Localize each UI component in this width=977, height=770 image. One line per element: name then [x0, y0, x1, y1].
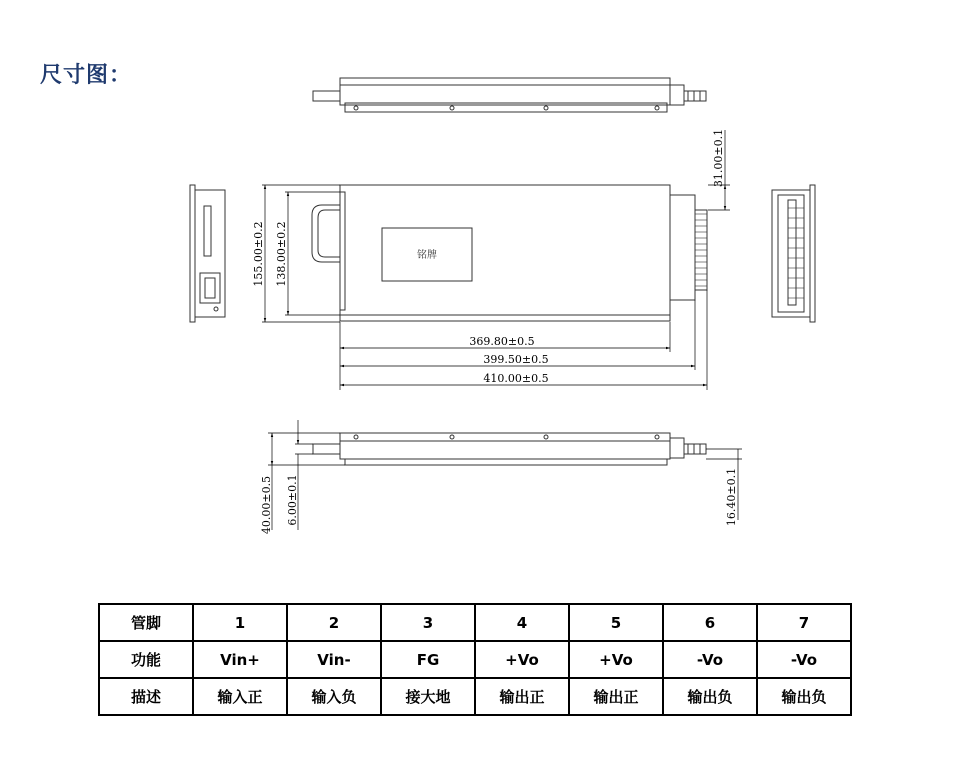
table-row: [99, 678, 851, 715]
table-row: [99, 604, 851, 641]
table-cell: 5: [569, 604, 663, 641]
table-cell: 3: [381, 604, 475, 641]
page-title: 尺寸图：: [40, 63, 133, 88]
table-cell: 管脚: [99, 604, 193, 641]
top-view: [313, 78, 706, 112]
bottom-view: [313, 433, 706, 465]
dim-16-4: 16.40±0.1: [725, 467, 738, 527]
table-cell: 7: [757, 604, 851, 641]
table-cell: 描述: [99, 678, 193, 715]
table-cell: 6: [663, 604, 757, 641]
dim-6: 6.00±0.1: [286, 474, 299, 526]
table-cell: +Vo: [475, 641, 569, 678]
dim-138: 138.00±0.2: [275, 221, 288, 287]
dim-31: 31.00±0.1: [712, 128, 725, 188]
table-cell: 输出正: [475, 678, 569, 715]
dim-369-8: 369.80±0.5: [469, 335, 535, 348]
table-cell: 功能: [99, 641, 193, 678]
table-cell: 输出负: [757, 678, 851, 715]
dim-410: 410.00±0.5: [483, 372, 549, 385]
nameplate-label: 铭牌: [417, 250, 437, 261]
table-row: [99, 641, 851, 678]
side-view: [772, 185, 815, 322]
dim-399-5: 399.50±0.5: [483, 353, 549, 366]
table-cell: FG: [381, 641, 475, 678]
table-cell: 2: [287, 604, 381, 641]
table-cell: -Vo: [663, 641, 757, 678]
table-cell: 输入正: [193, 678, 287, 715]
table-cell: 接大地: [381, 678, 475, 715]
table-cell: 1: [193, 604, 287, 641]
front-view: [190, 185, 225, 322]
table-cell: 输入负: [287, 678, 381, 715]
table-cell: -Vo: [757, 641, 851, 678]
table-cell: Vin-: [287, 641, 381, 678]
table-cell: 4: [475, 604, 569, 641]
table-cell: 输出正: [569, 678, 663, 715]
main-view: [312, 185, 707, 321]
dim-155: 155.00±0.2: [252, 221, 265, 287]
table-cell: +Vo: [569, 641, 663, 678]
pin-table: [98, 603, 852, 716]
table-cell: Vin+: [193, 641, 287, 678]
dim-40: 40.00±0.5: [260, 475, 273, 535]
table-cell: 输出负: [663, 678, 757, 715]
